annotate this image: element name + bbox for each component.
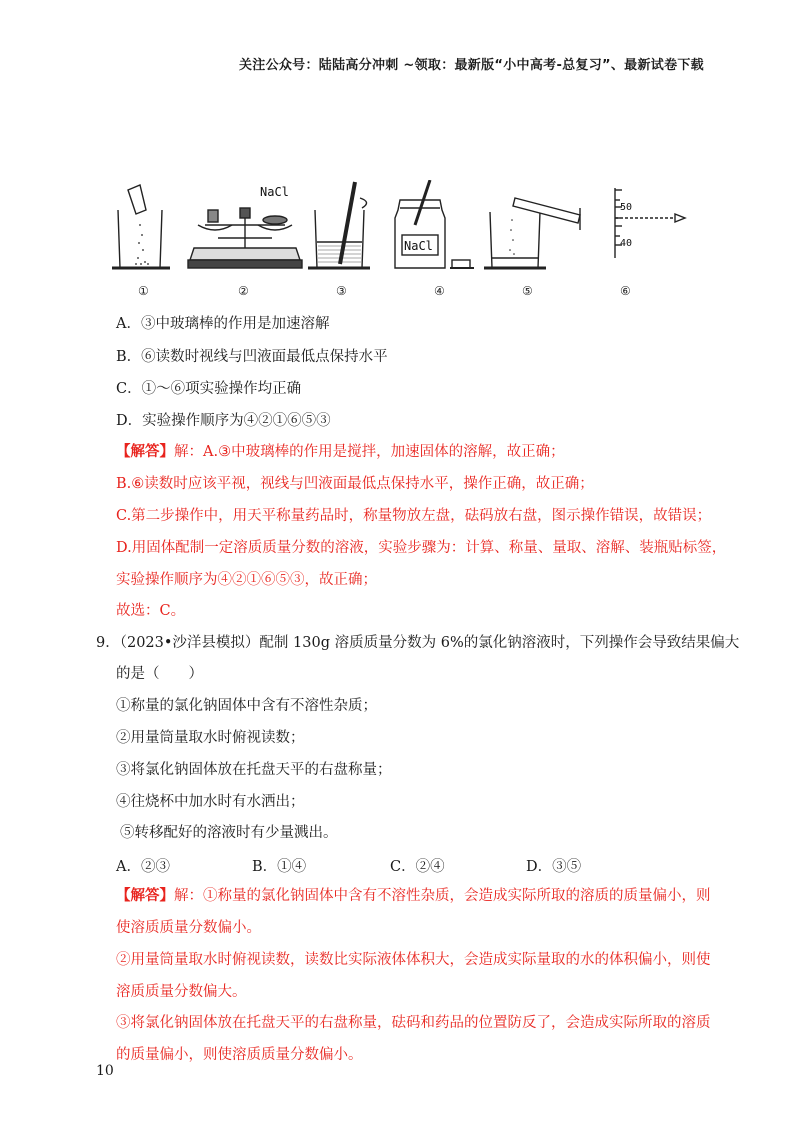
page-number: 10 (96, 1063, 114, 1079)
scale-40: 40 (620, 238, 633, 249)
figure-label-3: ③ (336, 284, 347, 298)
figure-label-4: ④ (434, 284, 445, 298)
q9-item-2: ②用量筒量取水时俯视读数； (116, 730, 305, 746)
q9-answer-line-6: 的质量偏小，则使溶质质量分数偏小。 (116, 1047, 363, 1063)
q9-answer-line-4: 溶质质量分数偏大。 (116, 984, 247, 1000)
q8-answer-line-6: 故选：C。 (116, 603, 186, 619)
q9-answer-line-5: ③将氯化钠固体放在托盘天平的右盘称量，砝码和药品的位置防反了，会造成实际所取的溶质 (116, 1015, 711, 1031)
beaker-pour-liquid-illustration (484, 198, 580, 268)
experiment-figure (110, 180, 710, 300)
q8-answer-line-3: C.第二步操作中，用天平称量药品时，称量物放左盘，砝码放右盘，图示操作错误，故错误； (116, 508, 712, 524)
q9-answer-line-1: 【解答】解：①称量的氯化钠固体中含有不溶性杂质，会造成实际所取的溶质的质量偏小，则 (116, 887, 711, 904)
q9-item-3: ③将氯化钠固体放在托盘天平的右盘称量； (116, 762, 392, 778)
q9-item-1: ①称量的氯化钠固体中含有不溶性杂质； (116, 698, 377, 714)
q9-option-c: C．②④ (390, 859, 445, 875)
q9-stem-line-2: 的是（ ） (116, 666, 203, 682)
q9-option-d: D．③⑤ (526, 859, 582, 875)
q8-answer-line-1: 【解答】解：A.③中玻璃棒的作用是搅拌，加速固体的溶解，故正确； (116, 443, 565, 460)
q8-answer-line-2: B.⑥读数时应该平视，视线与凹液面最低点保持水平，操作正确，故正确； (116, 476, 594, 492)
q9-answer-line-2: 使溶质质量分数偏小。 (116, 920, 261, 936)
q8-answer-line-5: 实验操作顺序为④②①⑥⑤③，故正确； (116, 572, 377, 588)
q9-stem-line-1: 9．（2023•沙洋县模拟）配制 130g 溶质质量分数为 6%的氯化钠溶液时，下列操作会导致结果偏大 (96, 635, 740, 651)
reagent-bottle-illustration (395, 180, 474, 268)
nacl-label-bottle: NaCl (404, 239, 433, 253)
q9-item-5: ⑤转移配好的溶液时有少量溅出。 (120, 825, 338, 841)
figure-label-2: ② (238, 284, 249, 298)
page-header: 关注公众号：陆陆高分冲刺 ~领取：最新版“小中高考-总复习”、最新试卷下载 (238, 58, 704, 73)
q8-option-a: A．③中玻璃棒的作用是加速溶解 (116, 316, 330, 332)
balance-illustration (188, 208, 302, 268)
q8-option-b: B．⑥读数时视线与凹液面最低点保持水平 (116, 349, 388, 365)
q9-item-4: ④往烧杯中加水时有水洒出； (116, 794, 305, 810)
q9-answer-line-3: ②用量筒量取水时俯视读数，读数比实际液体体积大，会造成实际量取的水的体积偏小，则使 (116, 952, 711, 968)
figure-label-5: ⑤ (522, 284, 533, 298)
q8-answer-line-4: D.用固体配制一定溶质质量分数的溶液，实验步骤为：计算、称量、量取、溶解、装瓶贴标签， (116, 540, 727, 556)
nacl-label-balance: NaCl (260, 185, 289, 199)
q9-answer-tag: 【解答】 (116, 887, 174, 904)
q8-option-d: D．实验操作顺序为④②①⑥⑤③ (116, 413, 331, 429)
q9-option-b: B．①④ (252, 859, 307, 875)
figure-label-6: ⑥ (620, 284, 631, 298)
beaker-stirring-illustration (308, 182, 370, 268)
q8-answer-tag: 【解答】 (116, 443, 174, 460)
scale-50: 50 (620, 202, 633, 213)
q9-option-a: A．②③ (116, 859, 170, 875)
beaker-pour-solid-illustration (112, 185, 170, 268)
q8-option-c: C．①～⑥项实验操作均正确 (116, 381, 302, 397)
figure-label-1: ① (138, 284, 149, 298)
